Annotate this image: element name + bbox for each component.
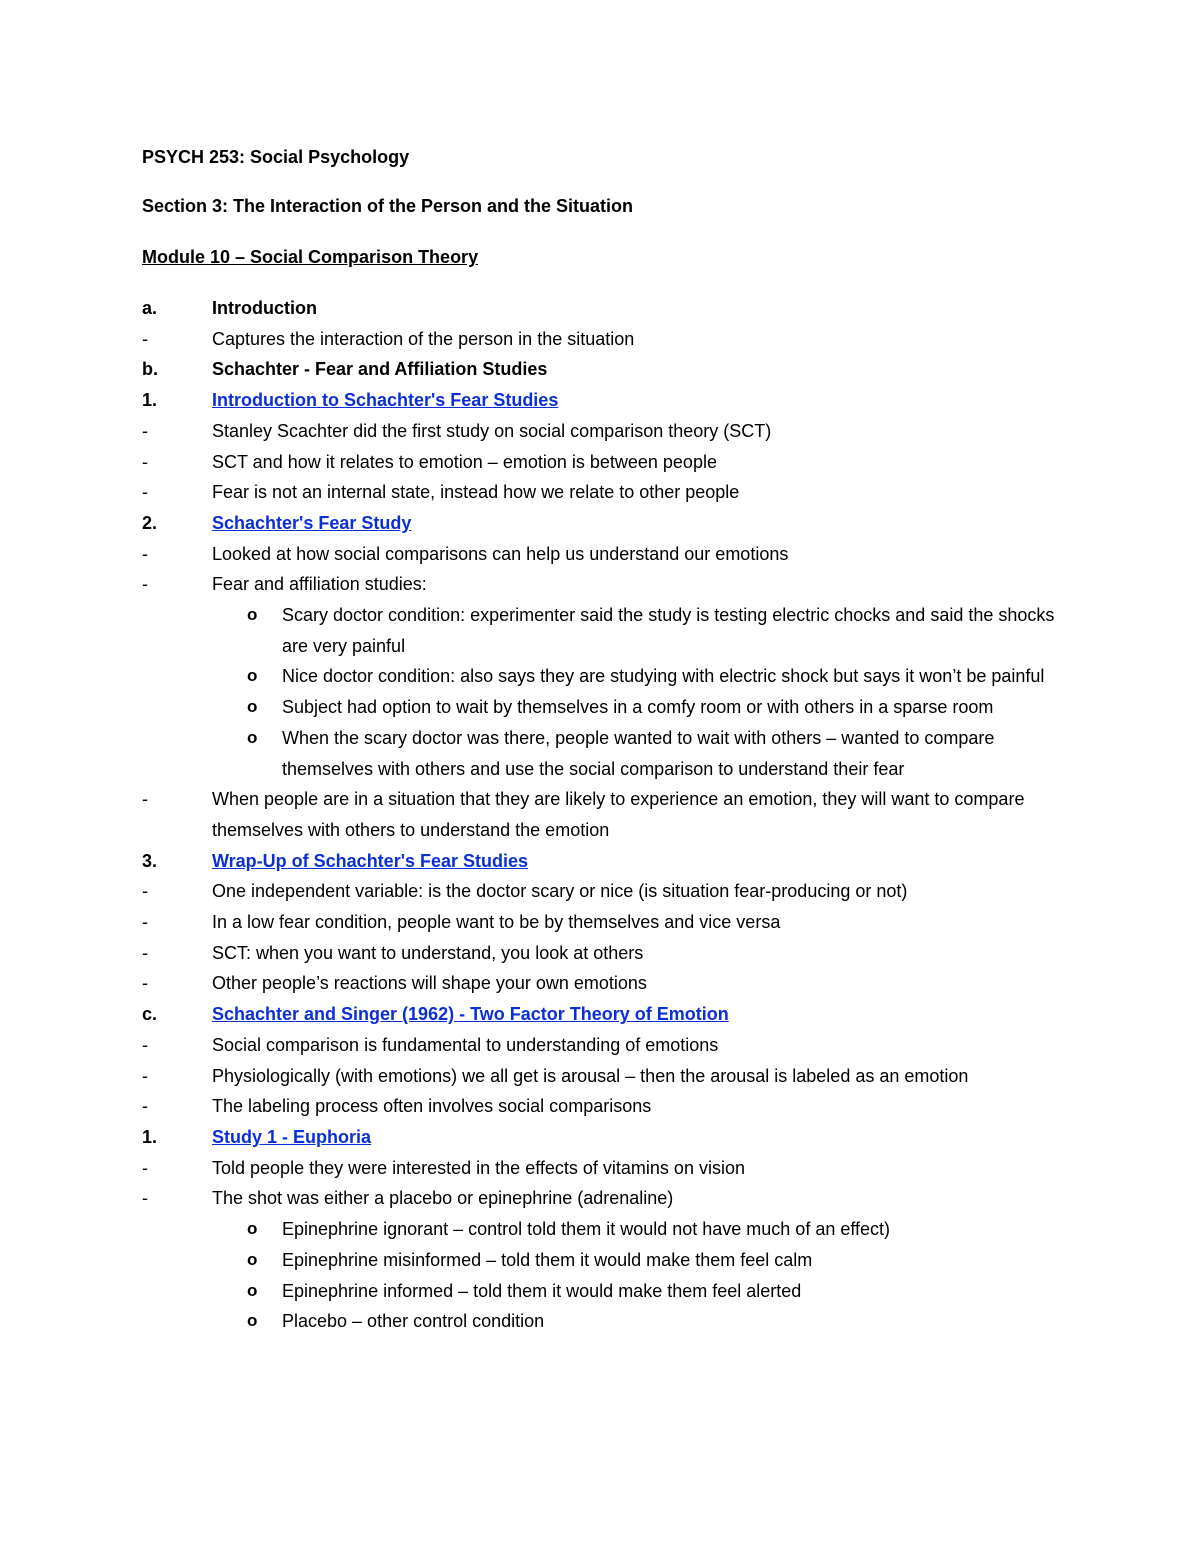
list-text: Told people they were interested in the effects of vitamins on vision: [212, 1157, 745, 1178]
outline-dash-item: [142, 416, 1072, 447]
list-marker: -: [142, 1157, 148, 1178]
outline-sub-bullet: [142, 692, 1072, 723]
list-marker: o: [247, 1249, 258, 1269]
list-marker: -: [142, 451, 148, 472]
list-marker: 1.: [142, 390, 158, 411]
list-marker: o: [247, 1311, 258, 1331]
list-text: Placebo – other control condition: [282, 1311, 545, 1332]
list-marker: -: [142, 328, 148, 349]
outline-list: [142, 293, 1072, 1337]
list-marker: -: [142, 1188, 148, 1209]
list-marker: -: [142, 543, 148, 564]
outline-sub-bullet: [142, 723, 1072, 784]
outline-heading: [142, 1122, 1072, 1153]
outline-heading: [142, 385, 1072, 416]
outline-dash-item: [142, 1183, 1072, 1214]
list-text: SCT: when you want to understand, you look at others: [212, 942, 644, 963]
list-text: Fear and affiliation studies:: [212, 574, 427, 595]
list-marker: o: [247, 666, 258, 686]
course-title: PSYCH 253: Social Psychology: [142, 147, 410, 167]
list-text: When the scary doctor was there, people wanted to wait with others – wanted to compare themselves with others and use the social comparison to understand their fear: [282, 727, 995, 779]
section-link[interactable]: Wrap-Up of Schachter's Fear Studies: [212, 850, 529, 871]
outline-dash-item: [142, 1153, 1072, 1184]
list-marker: -: [142, 1034, 148, 1055]
list-marker: o: [247, 605, 258, 625]
outline-dash-item: [142, 1061, 1072, 1092]
outline-sub-bullet: [142, 661, 1072, 692]
list-marker: 2.: [142, 512, 158, 533]
outline-dash-item: [142, 324, 1072, 355]
list-text: Nice doctor condition: also says they are studying with electric shock but says it won’t be painful: [282, 666, 1045, 687]
list-text: The shot was either a placebo or epinephrine (adrenaline): [212, 1188, 674, 1209]
list-marker: o: [247, 727, 258, 747]
list-marker: -: [142, 574, 148, 595]
outline-dash-item: [142, 569, 1072, 600]
list-text: Epinephrine misinformed – told them it would make them feel calm: [282, 1249, 813, 1270]
list-marker: 3.: [142, 850, 158, 871]
outline-sub-bullet: [142, 1306, 1072, 1337]
list-text: Epinephrine informed – told them it would make them feel alerted: [282, 1280, 802, 1301]
list-text: Captures the interaction of the person in the situation: [212, 328, 635, 349]
list-marker: -: [142, 912, 148, 933]
list-marker: -: [142, 1096, 148, 1117]
list-marker: o: [247, 697, 258, 717]
list-text: Looked at how social comparisons can help us understand our emotions: [212, 543, 789, 564]
outline-dash-item: [142, 1091, 1072, 1122]
list-text: SCT and how it relates to emotion – emotion is between people: [212, 451, 717, 472]
list-marker: a.: [142, 298, 158, 318]
outline-heading: [142, 999, 1072, 1030]
outline-heading: [142, 293, 1072, 324]
list-text: Physiologically (with emotions) we all get is arousal – then the arousal is labeled as an emotion: [212, 1065, 969, 1086]
list-text: Subject had option to wait by themselves in a comfy room or with others in a sparse room: [282, 697, 994, 718]
list-marker: -: [142, 1065, 148, 1086]
list-marker: o: [247, 1219, 258, 1239]
outline-sub-bullet: [142, 1245, 1072, 1276]
list-text: The labeling process often involves social comparisons: [212, 1096, 652, 1117]
list-marker: -: [142, 789, 148, 810]
outline-dash-item: [142, 968, 1072, 999]
section-title: Section 3: The Interaction of the Person and the Situation: [142, 196, 634, 216]
list-marker: c.: [142, 1004, 158, 1025]
list-text: Epinephrine ignorant – control told them it would not have much of an effect): [282, 1219, 891, 1240]
list-text: Scary doctor condition: experimenter said the study is testing electric chocks and said the shocks are very painful: [282, 605, 1055, 656]
list-text: Social comparison is fundamental to understanding of emotions: [212, 1034, 719, 1055]
outline-sub-bullet: [142, 1214, 1072, 1245]
list-marker: -: [142, 973, 148, 994]
outline-dash-item: [142, 784, 1072, 845]
outline-dash-item: [142, 907, 1072, 938]
list-text: Fear is not an internal state, instead how we relate to other people: [212, 482, 740, 503]
list-marker: 1.: [142, 1126, 158, 1147]
list-marker: -: [142, 881, 148, 902]
list-marker: o: [247, 1280, 258, 1300]
list-text: Other people’s reactions will shape your own emotions: [212, 973, 647, 994]
list-marker: -: [142, 942, 148, 963]
list-text: Stanley Scachter did the first study on social comparison theory (SCT): [212, 420, 772, 441]
outline-dash-item: [142, 477, 1072, 508]
list-marker: b.: [142, 359, 158, 380]
outline-dash-item: [142, 447, 1072, 478]
outline-dash-item: [142, 938, 1072, 969]
list-text: Introduction: [212, 298, 317, 318]
list-text: One independent variable: is the doctor scary or nice (is situation fear-producing or not): [212, 881, 908, 902]
outline-dash-item: [142, 876, 1072, 907]
list-marker: -: [142, 482, 148, 503]
outline-heading: [142, 354, 1072, 385]
list-text: In a low fear condition, people want to be by themselves and vice versa: [212, 912, 781, 933]
section-link[interactable]: Study 1 - Euphoria: [212, 1126, 372, 1147]
module-title: Module 10 – Social Comparison Theory: [142, 247, 479, 267]
outline-heading: [142, 508, 1072, 539]
outline-heading: [142, 846, 1072, 877]
section-link[interactable]: Introduction to Schachter's Fear Studies: [212, 390, 559, 411]
outline-dash-item: [142, 1030, 1072, 1061]
outline-dash-item: [142, 539, 1072, 570]
list-marker: -: [142, 420, 148, 441]
section-link[interactable]: Schachter and Singer (1962) - Two Factor Theory of Emotion: [212, 1004, 729, 1025]
list-text: When people are in a situation that they are likely to experience an emotion, they will want to compare themselves with others to understand the emotion: [212, 789, 1025, 840]
list-text: Schachter - Fear and Affiliation Studies: [212, 359, 548, 380]
section-link[interactable]: Schachter's Fear Study: [212, 512, 412, 533]
outline-sub-bullet: [142, 600, 1072, 661]
outline-sub-bullet: [142, 1276, 1072, 1307]
